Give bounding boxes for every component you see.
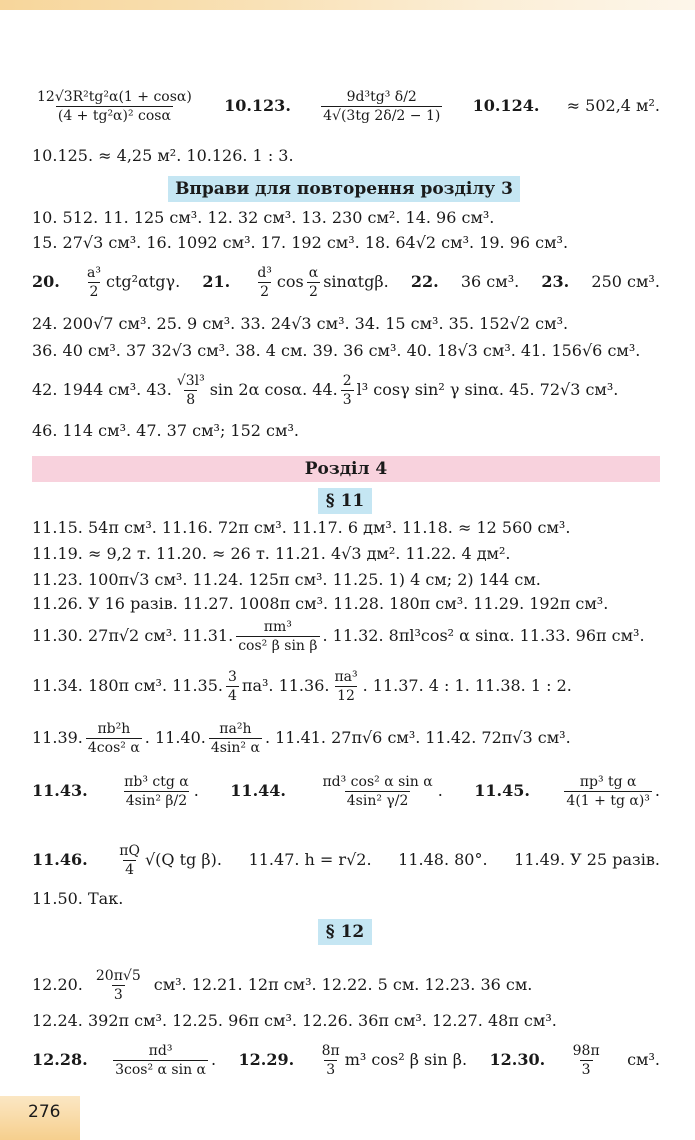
answer-line-9: 46. 114 см³. 47. 37 см³; 152 см³. xyxy=(32,421,299,440)
answer-line-14: 11.30. 27π√2 см³. 11.31. $\frac{\text{πm³}}{\text{cos² β sin β}}$ . 11.32. 8πl³cos² α sinα. 11.33. 96π см³. xyxy=(32,618,645,654)
answer-line-7: 36. 40 см³. 37 32√3 см³. 38. 4 см. 39. 36 см³. 40. 18√3 см³. 41. 156√6 см³. xyxy=(32,341,641,360)
fraction-10-123: $\frac{\text{9d³tg³ δ/2}}{4√(3tg 2\delta/2 - 1)}$ xyxy=(323,88,441,124)
answer-line-19: 11.50. Так. xyxy=(32,889,124,908)
answer-line-18: 11.46. $\frac{\pi Q}{4}$ √(Q tg β). 11.47. h = r√2. 11.48. 80°. 11.49. У 25 разів. xyxy=(32,842,660,878)
header-section-11: § 11 xyxy=(318,488,372,514)
page-number: 276 xyxy=(28,1102,61,1122)
answer-line-16: 11.39. $\frac{\text{πb²h}}{\text{4cos² α}}$ . 11.40. $\frac{\text{πa²h}}{\text{4sin² α}}$ . 11.41. 27π√6 см³. 11.42. 72π√3 см³. xyxy=(32,720,571,756)
answer-line-5: 20. $\frac{\text{a³}}{2}$ ctg²αtgγ. 21. $\frac{\text{d³}}{2}$ cos $\frac{\alpha}{2}$ sinαtgβ. 22. 36 см³. 23. 250 см³. xyxy=(32,264,660,300)
header-review-chapter-3: Вправи для повторення розділу 3 xyxy=(168,176,520,202)
answer-line-17: 11.43. $\frac{\text{πb³ ctg α}}{\text{4sin² β/2}}$ . 11.44. $\frac{\text{πd³ cos² α sin α}}{\text{4sin² γ/2}}$ . 11.45. $\frac{\text{πp³ tg α}}{\text{4(1 + tg α)³}}$ . xyxy=(32,773,660,809)
answer-line-13: 11.26. У 16 разів. 11.27. 1008π см³. 11.28. 180π см³. 11.29. 192π см³. xyxy=(32,594,609,613)
answer-line-15: 11.34. 180π см³. 11.35. $\frac{3}{4}$ πa³. 11.36. $\frac{\text{πa³}}{12}$ . 11.37. 4 : 1. 11.38. 1 : 2. xyxy=(32,668,572,704)
answer-line-1: $\frac{\text{12√3R²tg²α(1 + cosα)}}{\text{(4 + tg²α)² cosα}}$ 10.123. $\frac{\text{9d³tg³ δ/2}}{4√(3tg 2\delta/2 - 1)}$ 10.124. ≈ 502,4 м². xyxy=(37,88,660,124)
answer-line-22: 12.28. $\frac{\text{πd³}}{\text{3cos² α sin α}}$ . 12.29. $\frac{8\pi}{3}$ m³ cos² β sin β. 12.30. $\frac{98\pi}{3}$ см³. xyxy=(32,1042,660,1078)
answer-line-3: 10. 512. 11. 125 см³. 12. 32 см³. 13. 230 см². 14. 96 см³. xyxy=(32,208,495,227)
answer-line-20: 12.20. $\frac{20\pi√5}{3}$ см³. 12.21. 12π см³. 12.22. 5 см. 12.23. 36 см. xyxy=(32,967,533,1003)
top-decoration-bar xyxy=(0,0,695,10)
answer-line-12: 11.23. 100π√3 см³. 11.24. 125π см³. 11.25. 1) 4 см; 2) 144 см. xyxy=(32,570,541,589)
answer-line-10: 11.15. 54π см³. 11.16. 72π см³. 11.17. 6 дм³. 11.18. ≈ 12 560 см³. xyxy=(32,518,571,537)
answer-line-6: 24. 200√7 см³. 25. 9 см³. 33. 24√3 см³. 34. 15 см³. 35. 152√2 см³. xyxy=(32,314,569,333)
answer-line-11: 11.19. ≈ 9,2 т. 11.20. ≈ 26 т. 11.21. 4√3 дм². 11.22. 4 дм². xyxy=(32,544,511,563)
answer-line-2: 10.125. ≈ 4,25 м². 10.126. 1 : 3. xyxy=(32,146,294,165)
fraction-10-122: $\frac{\text{12√3R²tg²α(1 + cosα)}}{\text{(4 + tg²α)² cosα}}$ xyxy=(37,88,192,124)
answer-line-8: 42. 1944 см³. 43. $\frac{\text{√3l³}}{8}$ sin 2α cosα. 44. $\frac{2}{3}$ l³ cosγ sin² γ sinα. 45. 72√3 см³. xyxy=(32,372,619,408)
header-chapter-4: Розділ 4 xyxy=(32,456,660,482)
page-number-box xyxy=(0,1096,80,1140)
answer-line-21: 12.24. 392π см³. 12.25. 96π см³. 12.26. 36π см³. 12.27. 48π см³. xyxy=(32,1011,557,1030)
answer-line-4: 15. 27√3 см³. 16. 1092 см³. 17. 192 см³. 18. 64√2 см³. 19. 96 см³. xyxy=(32,233,569,252)
header-section-12: § 12 xyxy=(318,919,372,945)
